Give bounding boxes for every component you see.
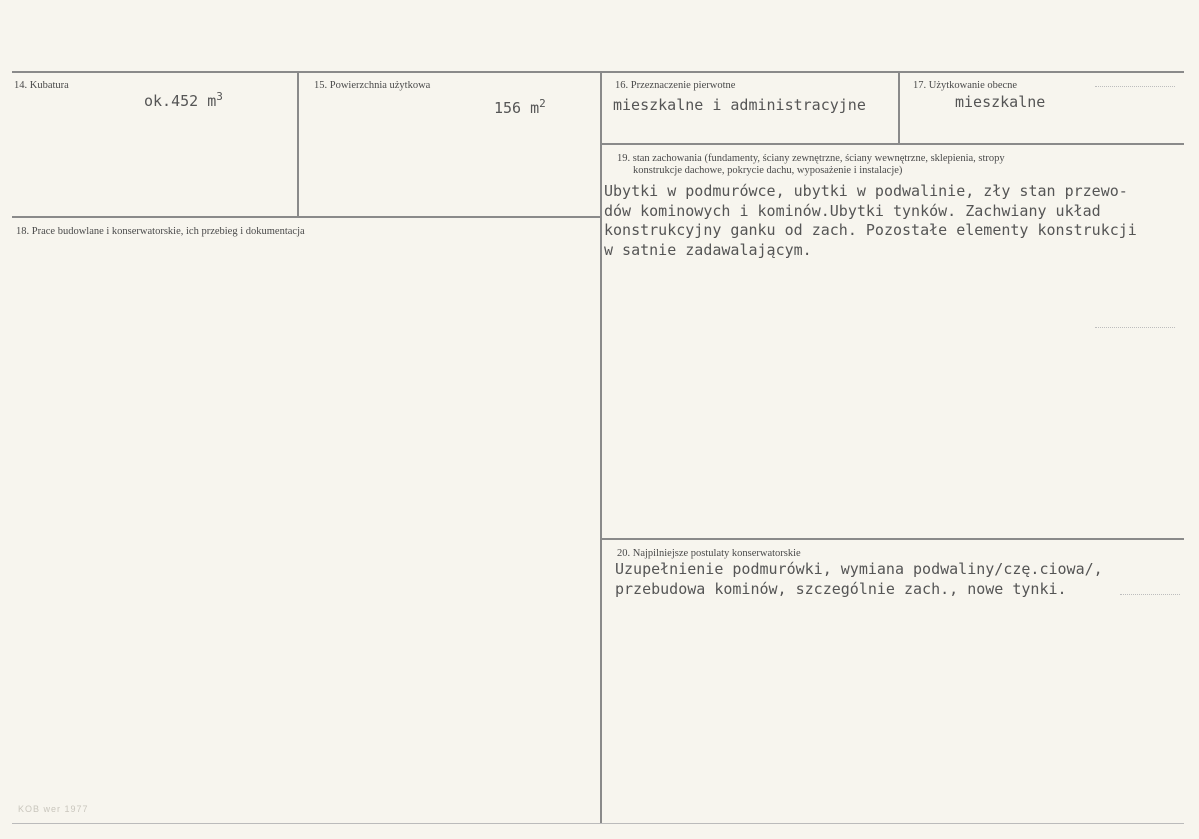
field-14-unit-sup: 3	[216, 90, 223, 103]
field-17-label: 17. Użytkowanie obecne	[913, 80, 1018, 91]
field-17-value: mieszkalne	[955, 93, 1046, 111]
field-19-label-line1: 19. stan zachowania (fundamenty, ściany zewnętrzne, ściany wewnętrzne, sklepienia, stropy	[617, 153, 1005, 164]
field-19-label-line2: konstrukcje dachowe, pokrycie dachu, wyposażenie i instalacje)	[633, 165, 903, 176]
scan-smudge	[1120, 594, 1180, 596]
field-14-label: 14. Kubatura	[14, 80, 69, 91]
divider-14-15	[297, 72, 299, 217]
bottom-rule	[12, 823, 1184, 824]
scan-smudge	[1095, 327, 1175, 329]
field-19-line: Ubytki w podmurówce, ubytki w podwalinie, zły stan przewo-	[604, 182, 1128, 200]
divider-center	[600, 72, 602, 824]
field-16-value: mieszkalne i administracyjne	[613, 96, 866, 114]
rule-under-14-15	[12, 216, 602, 218]
field-20-line: przebudowa kominów, szczególnie zach., nowe tynki.	[615, 579, 1067, 598]
field-19-text	[604, 182, 1198, 260]
field-19-line: konstrukcyjny ganku od zach. Pozostałe elementy konstrukcji	[604, 221, 1137, 239]
field-19-line: w satnie zadawalającym.	[604, 240, 812, 259]
field-20-text	[615, 560, 1195, 599]
field-14-value: ok.452 $m^3$	[144, 90, 223, 110]
field-15-label: 15. Powierzchnia użytkowa	[314, 80, 431, 91]
rule-under-19	[600, 538, 1184, 540]
rule-under-16-17	[600, 143, 1184, 145]
field-15-unit-sup: 2	[539, 97, 546, 110]
divider-16-17	[898, 72, 900, 144]
field-19-line: dów kominowych i kominów.Ubytki tynków. Zachwiany układ	[604, 201, 1101, 220]
field-15-value: 156 $m^2$	[494, 97, 546, 117]
top-rule	[12, 71, 1184, 73]
field-20-label: 20. Najpilniejsze postulaty konserwatorskie	[617, 548, 801, 559]
scan-smudge	[1095, 86, 1175, 88]
field-18-label: 18. Prace budowlane i konserwatorskie, ich przebieg i dokumentacja	[16, 226, 305, 237]
field-20-line: Uzupełnienie podmurówki, wymiana podwaliny/czę.ciowa/,	[615, 560, 1103, 578]
field-16-label: 16. Przeznaczenie pierwotne	[615, 80, 736, 91]
footer-mark: KOB wer 1977	[18, 804, 89, 814]
